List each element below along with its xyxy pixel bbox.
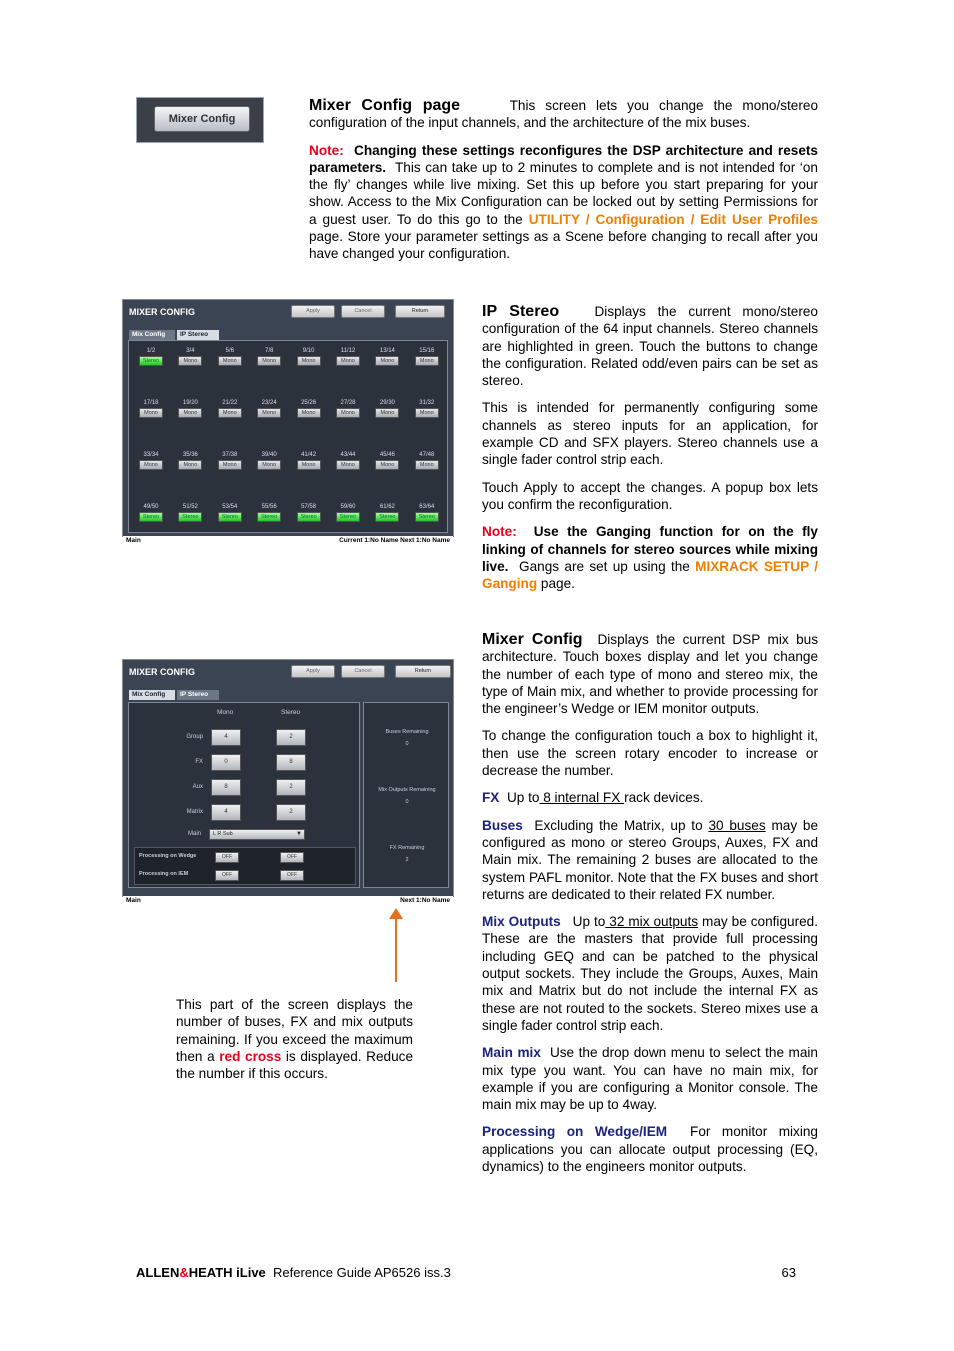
channel-pair-label: 41/42: [301, 452, 317, 458]
cancel-button: Cancel: [341, 305, 385, 318]
channel-pair-cell: [413, 451, 441, 470]
channel-pair-cell: [295, 451, 323, 470]
channel-pair-toggle: Stereo: [336, 512, 360, 522]
tab-ip-stereo: IP Stereo: [177, 330, 219, 340]
note-text-2: page. Store your parameter settings as a Scene before changing to recall after you have changed your configuration.: [309, 229, 818, 262]
channel-pair-cell: [295, 503, 323, 522]
mix-pre: Up to: [572, 914, 606, 930]
channel-pair-toggle: Stereo: [178, 512, 202, 522]
mono-count-box: 4: [211, 804, 241, 821]
channel-pair-cell: [137, 503, 165, 522]
callout-arrow-line: [395, 916, 397, 982]
channel-pair-toggle: Mono: [297, 356, 321, 366]
channel-pair-toggle: Mono: [415, 356, 439, 366]
channel-pair-cell: [334, 399, 362, 418]
channel-pair-label: 59/60: [340, 504, 356, 510]
brand-heath: HEATH iLive: [188, 1265, 266, 1280]
proc-iem-label: Processing on IEM: [139, 871, 189, 877]
channel-pair-toggle: Mono: [139, 408, 163, 418]
channel-pair-toggle: Stereo: [297, 512, 321, 522]
channel-pair-toggle: Mono: [375, 356, 399, 366]
note-bold: Changing these settings reconfigures the DSP architecture and resets parameters.: [309, 142, 818, 175]
channel-pair-cell: [176, 347, 204, 366]
stereo-count-box: 2: [276, 779, 306, 796]
note-link: UTILITY / Configuration / Edit User Profiles: [528, 211, 818, 227]
chevron-down-icon: ▼: [296, 831, 302, 837]
iem-off-mono: OFF: [215, 870, 239, 881]
channel-pair-cell: [373, 347, 401, 366]
channel-pair-cell: [216, 503, 244, 522]
channel-pair-toggle: Mono: [336, 460, 360, 470]
channel-pair-label: 1/2: [146, 348, 156, 354]
apply-button: Apply: [291, 665, 335, 678]
channel-pair-label: 29/30: [379, 400, 395, 406]
processing-label: Processing on Wedge/IEM: [482, 1124, 668, 1140]
channel-pair-toggle: Mono: [375, 408, 399, 418]
buses-underlined: 30 buses: [708, 817, 766, 833]
wedge-off-mono: OFF: [215, 852, 239, 863]
buses-post: may be configured as mono or stereo Groups, Auxes, FX and Main mix. The remaining 2 buses are allocated to the system PAFL monitor. Note that the FX buses and short returns are dedicated to their related FX number.: [482, 817, 819, 902]
channel-pair-label: 63/64: [419, 504, 435, 510]
channel-pair-toggle: Mono: [218, 460, 242, 470]
channel-pair-label: 9/10: [302, 348, 315, 354]
ip-note-label: Note:: [482, 524, 517, 540]
channel-pair-label: 5/6: [225, 348, 234, 354]
channel-pair-toggle: Stereo: [375, 512, 399, 522]
channel-pair-label: 11/12: [340, 348, 356, 354]
col-mono: Mono: [217, 709, 234, 716]
channel-pair-label: 57/58: [301, 504, 317, 510]
ip-stereo-p1: [482, 303, 818, 389]
channel-pair-label: 49/50: [143, 504, 159, 510]
main-mix-label: Main mix: [482, 1045, 541, 1061]
brand-amp: &: [179, 1265, 189, 1280]
channel-pair-cell: [216, 399, 244, 418]
channel-pair-cell: [216, 451, 244, 470]
ip-stereo-grid: [128, 340, 448, 533]
channel-pair-toggle: Mono: [257, 408, 281, 418]
mc-p2: To change the configuration touch a box to highlight it, then use the screen rotary encoder to increase or decrease the number.: [482, 728, 818, 779]
mix-post: may be configured. These are the masters that provide full processing including GEQ and can be patched to the physical output sockets. They include the Groups, Auxes, Main mix and Matrix but do not include the internal FX as these are not routed to the sockets. Stereo mixes use a single fader control strip each.: [482, 914, 818, 1033]
channel-pair-label: 55/56: [261, 504, 277, 510]
channel-pair-cell: [413, 347, 441, 366]
buses-pre: Excluding the Matrix, up to: [534, 817, 703, 833]
channel-pair-toggle: Mono: [218, 356, 242, 366]
callout-paragraph: [176, 996, 413, 1082]
channel-pair-cell: [255, 503, 283, 522]
channel-pair-toggle: Mono: [375, 460, 399, 470]
status-left: Main: [126, 537, 141, 544]
buses-remaining-value: 0: [405, 741, 409, 747]
channel-pair-label: 61/62: [379, 504, 395, 510]
buses-remaining-label: Buses Remaining: [385, 729, 429, 735]
channel-pair-toggle: Mono: [218, 408, 242, 418]
channel-pair-cell: [216, 347, 244, 366]
channel-pair-toggle: Stereo: [139, 512, 163, 522]
channel-pair-toggle: Stereo: [218, 512, 242, 522]
channel-pair-label: 21/22: [222, 400, 238, 406]
processing-box: [134, 847, 356, 885]
page-number: 63: [781, 1265, 796, 1280]
page-footer: [136, 1265, 796, 1280]
mixer-config-button: Mixer Config: [154, 106, 250, 132]
note-text: This can take up to 2 minutes to complete and is not intended for ‘on the fly’ changes while live mixing. Set this up before you start preparing for your show. Access to the Mix Configuration can be locked out by setting Permissions for a guest user. To do this go to the: [309, 159, 818, 227]
stereo-count-box: 8: [276, 754, 306, 771]
wedge-off-stereo: OFF: [280, 852, 304, 863]
channel-pair-cell: [334, 503, 362, 522]
fx-underlined: 8 internal FX: [539, 790, 625, 806]
mono-count-box: 4: [211, 729, 241, 746]
channel-pair-toggle: Mono: [178, 460, 202, 470]
brand-allen: ALLEN: [136, 1265, 180, 1280]
mc-p1-text: Displays the current DSP mix bus architecture. Touch boxes display and let you change the number of each type of mono and stereo mix, the type of Main mix, and whether to provide processing for the engineer’s Wedge or IEM monitor outputs.: [482, 632, 818, 717]
main-mix-text: Use the drop down menu to select the main mix type you want. You can have no main mix, for example if you are configuring a Monitor console. The main mix may be up to 4way.: [482, 1045, 818, 1113]
channel-pair-label: 3/4: [186, 348, 195, 354]
channel-pair-cell: [176, 503, 204, 522]
channel-pair-toggle: Stereo: [257, 512, 281, 522]
mix-outputs-remaining-value: 0: [405, 799, 409, 805]
ip-stereo-note: [482, 523, 818, 592]
callout-text: [176, 996, 413, 1082]
mc-p1: [482, 631, 818, 717]
channel-pair-toggle: Stereo: [139, 356, 163, 366]
channel-pair-label: 43/44: [340, 452, 356, 458]
mixer-config-heading: Mixer Config: [482, 631, 583, 648]
mixer-config-text: [482, 631, 818, 1175]
channel-pair-cell: [334, 451, 362, 470]
mix-outputs-label: Mix Outputs: [482, 914, 561, 930]
channel-pair-cell: [137, 399, 165, 418]
cancel-button: Cancel: [341, 665, 385, 678]
bus-row-label: Aux: [192, 784, 203, 790]
note-label: Note:: [309, 142, 344, 158]
channel-pair-toggle: Mono: [297, 460, 321, 470]
channel-pair-toggle: Mono: [139, 460, 163, 470]
fx-pre: Up to: [506, 790, 540, 806]
ip-stereo-p2: This is intended for permanently configuring some channels as stereo inputs for an application, for example CD and SFX players. Stereo channels use a single fader control strip each.: [482, 400, 818, 468]
processing-text: For monitor mixing applications you can allocate output processing (EQ, dynamics) to the engineers monitor outputs.: [482, 1124, 818, 1175]
mc-buses: [482, 817, 818, 903]
channel-pair-cell: [295, 347, 323, 366]
channel-pair-cell: [413, 399, 441, 418]
fx-label: FX: [482, 790, 500, 806]
stereo-count-box: 2: [276, 804, 306, 821]
channel-pair-label: 13/14: [379, 348, 395, 354]
channel-pair-cell: [334, 347, 362, 366]
status-right: Current 1:No Name Next 1:No Name: [339, 537, 450, 544]
apply-button: Apply: [291, 305, 335, 318]
bus-row-label: Group: [186, 734, 203, 740]
ip-stereo-p3: Touch Apply to accept the changes. A popup box lets you confirm the reconfiguration.: [482, 479, 818, 512]
ip-stereo-screen: [122, 299, 454, 544]
return-button: Return: [395, 305, 445, 318]
channel-pair-label: 7/8: [265, 348, 274, 354]
bus-config-panel: [128, 702, 360, 888]
channel-pair-toggle: Mono: [336, 356, 360, 366]
channel-pair-cell: [137, 451, 165, 470]
mixer-config-button-image: [136, 97, 264, 143]
main-label: Main: [187, 831, 201, 837]
channel-pair-label: 35/36: [182, 452, 198, 458]
channel-pair-cell: [373, 399, 401, 418]
channel-pair-label: 47/48: [419, 452, 435, 458]
channel-pair-cell: [255, 399, 283, 418]
main-select-value: L R Sub: [213, 831, 233, 837]
channel-pair-label: 19/20: [182, 400, 198, 406]
channel-pair-toggle: Mono: [178, 356, 202, 366]
intro-block: [309, 97, 818, 263]
iem-off-stereo: OFF: [280, 870, 304, 881]
channel-pair-toggle: Mono: [257, 460, 281, 470]
channel-pair-cell: [176, 451, 204, 470]
main-select: [209, 829, 305, 840]
callout-text-1: This part of the screen displays the number of buses, FX and mix outputs remaining. If you exceed the maximum then a: [176, 997, 413, 1064]
channel-pair-label: 25/26: [301, 400, 317, 406]
stereo-count-box: 2: [276, 729, 306, 746]
intro-text: This screen lets you change the mono/stereo configuration of the input channels, and the architecture of the mix buses.: [309, 98, 818, 131]
channel-pair-label: 53/54: [222, 504, 238, 510]
bus-row-label: Matrix: [186, 809, 203, 815]
mix-outputs-remaining-label: Mix Outputs Remaining: [378, 787, 436, 793]
tab-mix-config: Mix Config: [129, 690, 175, 700]
channel-pair-cell: [137, 347, 165, 366]
ip-stereo-heading: IP Stereo: [482, 303, 560, 320]
fx-remaining-value: 2: [405, 857, 409, 863]
ip-note-link: MIXRACK SETUP / Ganging: [482, 558, 819, 592]
channel-pair-toggle: Mono: [415, 408, 439, 418]
ip-note-text-2: page.: [540, 576, 575, 592]
status-bar: [123, 896, 453, 905]
mc-processing: [482, 1123, 818, 1175]
tab-mix-config: Mix Config: [129, 330, 175, 340]
proc-wedge-label: Processing on Wedge: [139, 853, 197, 859]
channel-pair-label: 15/16: [419, 348, 435, 354]
ip-note-bold: Use the Ganging function for on the fly linking of channels for stereo sources while mixing live.: [482, 524, 818, 574]
screen-title: MIXER CONFIG: [129, 667, 196, 677]
channel-pair-label: 23/24: [261, 400, 277, 406]
screen-title: MIXER CONFIG: [129, 307, 196, 317]
bus-row-label: FX: [195, 759, 203, 765]
channel-pair-cell: [255, 451, 283, 470]
col-stereo: Stereo: [281, 709, 301, 716]
channel-pair-label: 37/38: [222, 452, 238, 458]
channel-pair-cell: [373, 503, 401, 522]
mono-count-box: 8: [211, 779, 241, 796]
mc-mix-outputs: [482, 913, 818, 1034]
channel-pair-toggle: Mono: [178, 408, 202, 418]
channel-pair-cell: [373, 451, 401, 470]
tab-ip-stereo: IP Stereo: [177, 690, 219, 700]
channel-pair-toggle: Mono: [415, 460, 439, 470]
note-paragraph: [309, 142, 818, 263]
channel-pair-label: 45/46: [379, 452, 395, 458]
guide-title: Reference Guide AP6526 iss.3: [273, 1265, 451, 1280]
channel-pair-label: 33/34: [143, 452, 159, 458]
section-heading: Mixer Config page: [309, 97, 461, 114]
status-bar: [123, 536, 453, 545]
mc-main-mix: [482, 1044, 818, 1113]
ip-note-text: Gangs are set up using the: [519, 558, 690, 574]
mix-underlined: 32 mix outputs: [605, 914, 699, 930]
channel-pair-toggle: Mono: [257, 356, 281, 366]
channel-pair-toggle: Stereo: [415, 512, 439, 522]
callout-red-cross: red cross: [219, 1048, 282, 1064]
ip-stereo-p1-text: Displays the current mono/stereo configuration of the 64 input channels. Stereo channels are highlighted in green. Touch the buttons to change the configuration. Related odd/even pairs can be set as stereo.: [482, 304, 818, 389]
fx-remaining-label: FX Remaining: [389, 845, 425, 851]
status-right: Next 1:No Name: [400, 897, 450, 904]
return-button: Return: [395, 665, 451, 678]
channel-pair-cell: [255, 347, 283, 366]
mono-count-box: 0: [211, 754, 241, 771]
intro-paragraph: [309, 97, 818, 132]
channel-pair-label: 27/28: [340, 400, 356, 406]
channel-pair-cell: [295, 399, 323, 418]
mixer-config-screen: [122, 659, 454, 904]
channel-pair-cell: [413, 503, 441, 522]
channel-pair-toggle: Mono: [297, 408, 321, 418]
channel-pair-label: 39/40: [261, 452, 277, 458]
channel-pair-toggle: Mono: [336, 408, 360, 418]
channel-pair-label: 51/52: [182, 504, 198, 510]
channel-pair-label: 31/32: [419, 400, 435, 406]
status-left: Main: [126, 897, 141, 904]
channel-pair-label: 17/18: [143, 400, 159, 406]
mc-fx: [482, 789, 818, 806]
fx-post: rack devices.: [624, 790, 704, 806]
remaining-panel: [363, 702, 449, 888]
callout-text-2: is displayed. Reduce the number if this occurs.: [176, 1048, 414, 1082]
ip-stereo-text: [482, 303, 818, 592]
buses-label: Buses: [482, 817, 523, 833]
channel-pair-cell: [176, 399, 204, 418]
